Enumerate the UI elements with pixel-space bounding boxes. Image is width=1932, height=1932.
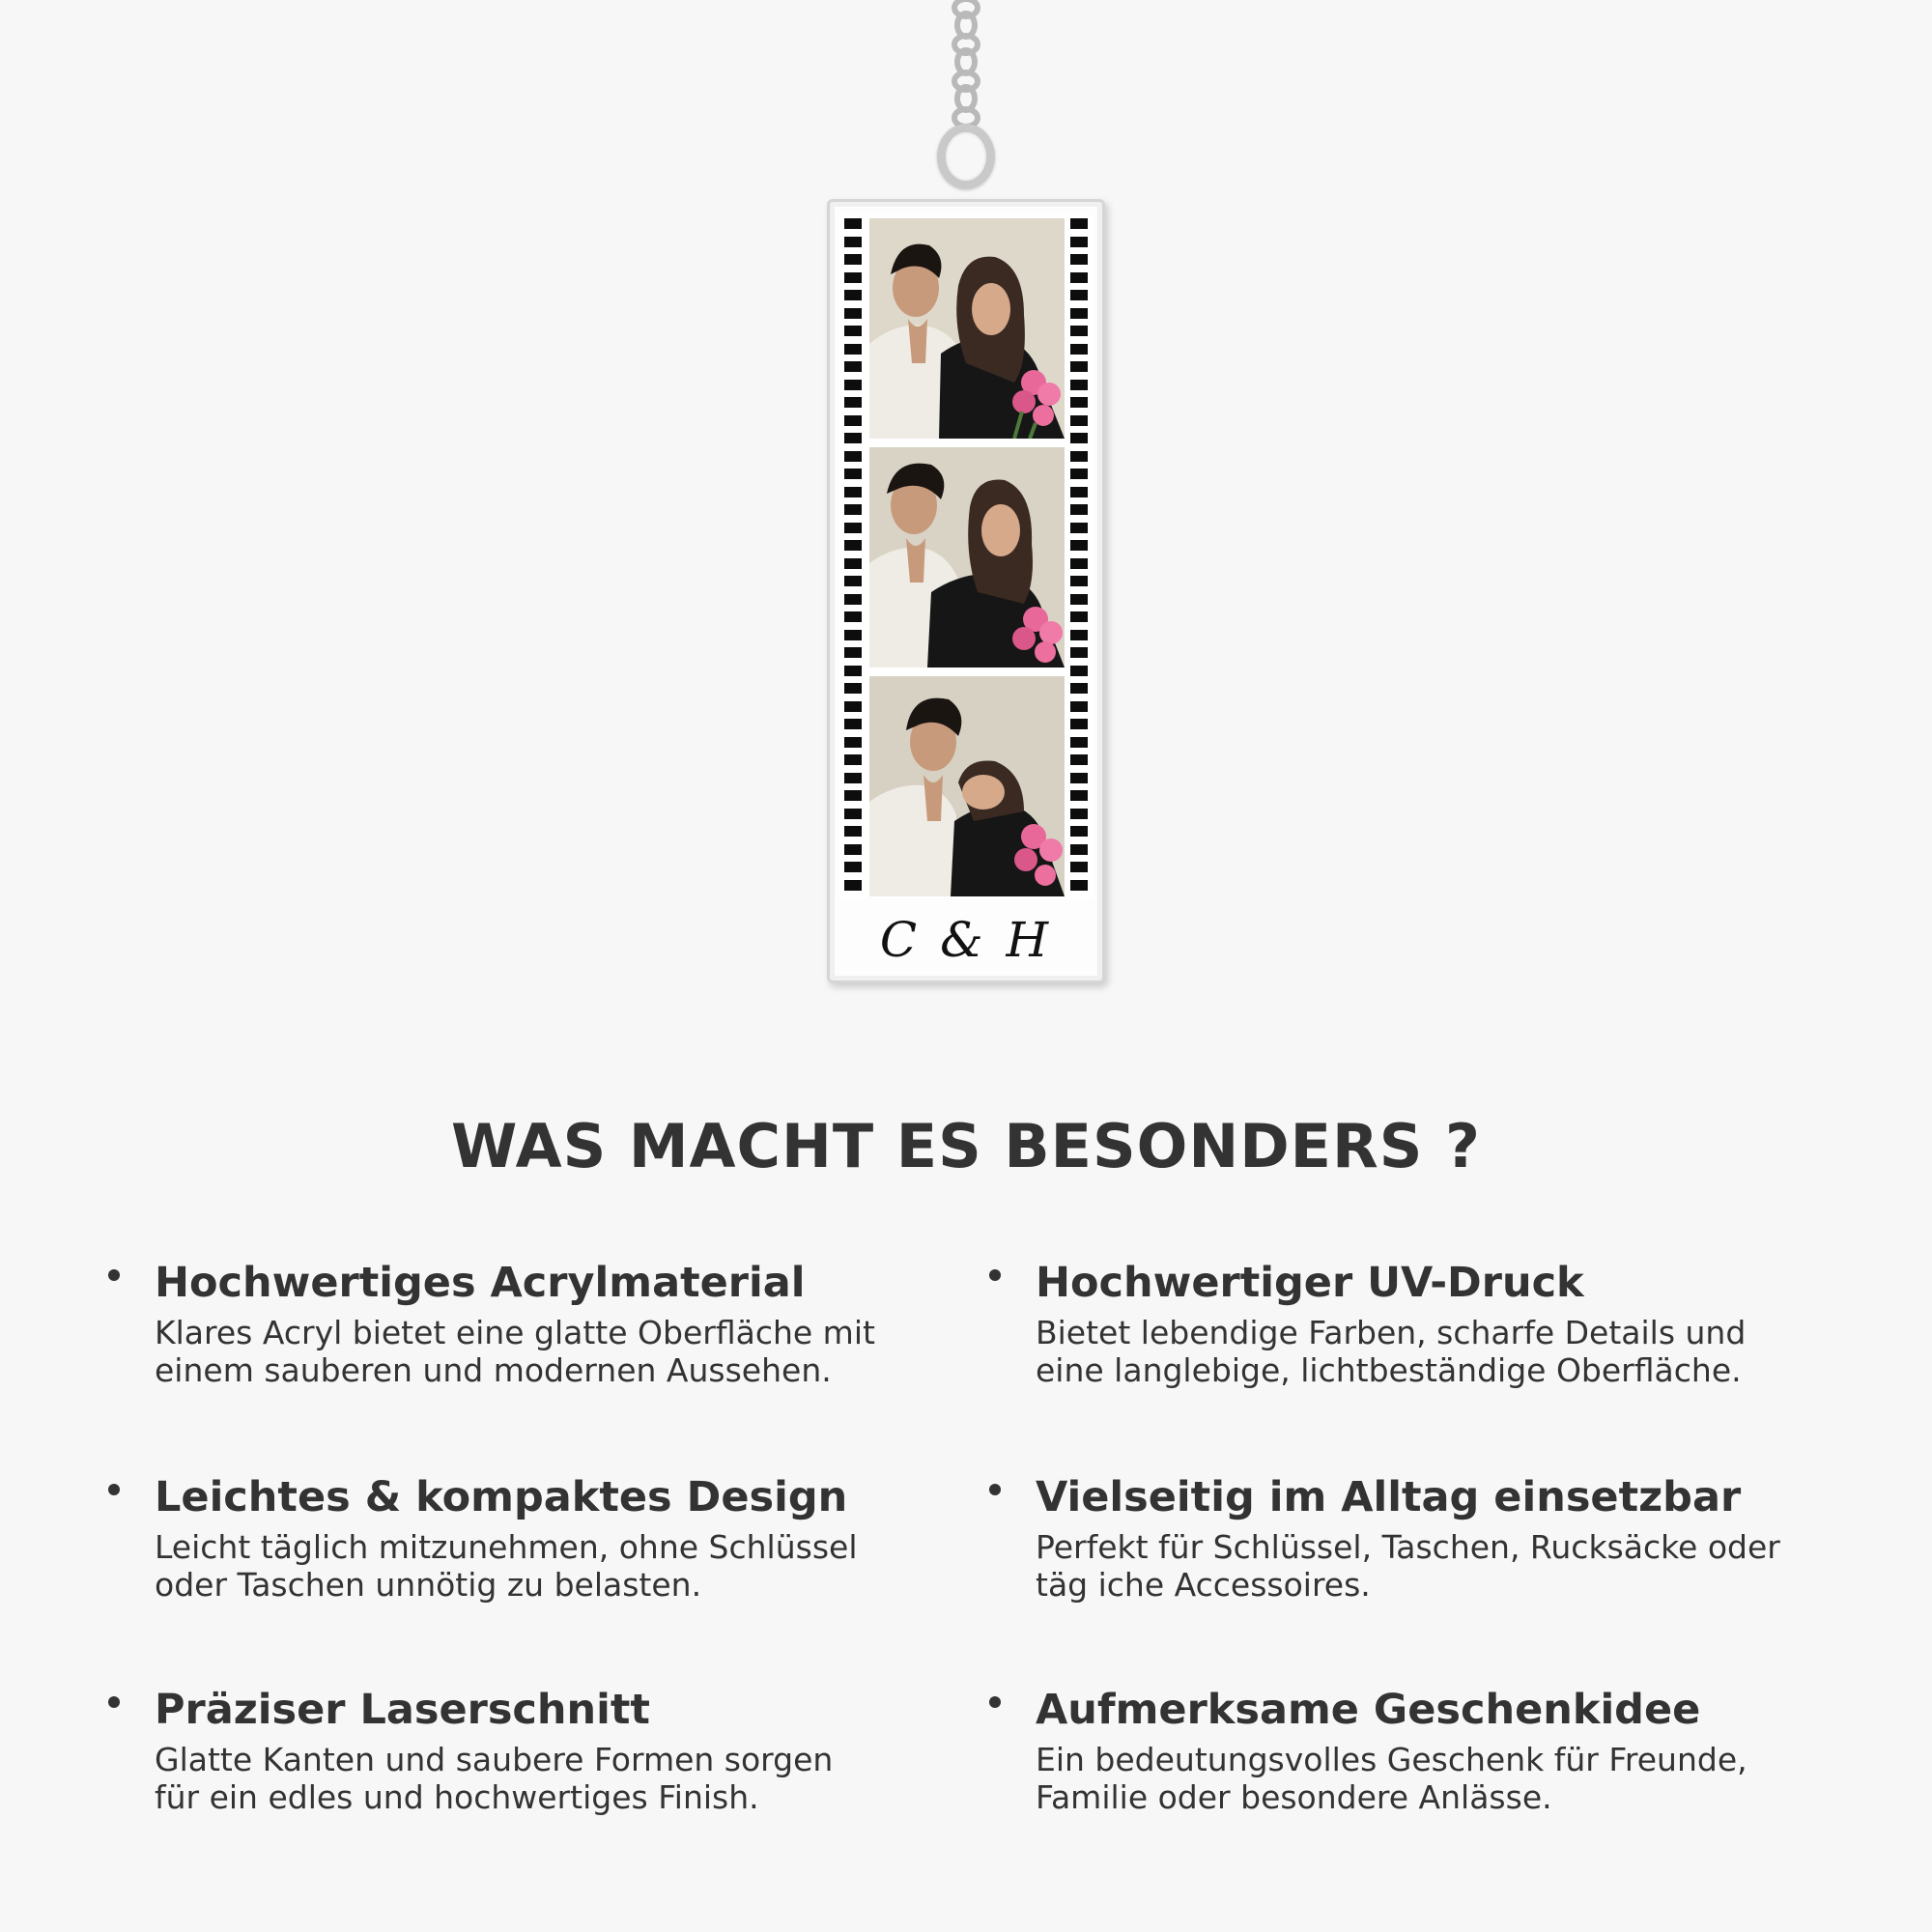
film-hole: [844, 809, 862, 819]
feature-description: [1036, 1528, 1857, 1604]
film-hole: [844, 523, 862, 533]
film-hole: [1070, 844, 1088, 855]
feature-description: [155, 1741, 976, 1816]
film-hole: [844, 611, 862, 622]
feature-description-line: eine langlebige, lichtbeständige Oberfläche.: [1036, 1351, 1742, 1389]
film-hole: [1070, 880, 1088, 891]
film-hole: [844, 237, 862, 247]
film-hole: [1070, 611, 1088, 622]
film-hole: [1070, 737, 1088, 748]
film-hole: [1070, 504, 1088, 515]
film-hole: [844, 487, 862, 497]
film-hole: [844, 773, 862, 783]
film-hole: [1070, 326, 1088, 336]
bullet-icon: [108, 1269, 120, 1281]
film-hole: [1070, 254, 1088, 265]
film-hole: [844, 397, 862, 408]
film-hole: [844, 790, 862, 801]
film-hole: [1070, 647, 1088, 658]
film-hole: [1070, 237, 1088, 247]
couple-photo-3: [869, 676, 1065, 896]
film-hole: [1070, 397, 1088, 408]
film-hole: [844, 666, 862, 676]
film-hole: [844, 701, 862, 712]
feature-title: Leichtes & kompaktes Design: [155, 1473, 848, 1521]
film-hole: [844, 361, 862, 372]
film-hole: [1070, 344, 1088, 355]
film-hole: [844, 737, 862, 748]
film-hole: [1070, 272, 1088, 283]
film-hole: [1070, 594, 1088, 605]
film-hole: [1070, 790, 1088, 801]
feature-description-line: Klares Acryl bietet eine glatte Oberfläche mit: [155, 1314, 875, 1351]
feature-description-line: Leicht täglich mitzunehmen, ohne Schlüssel: [155, 1528, 858, 1566]
film-hole: [844, 380, 862, 390]
key-ring-icon: [937, 124, 995, 189]
film-hole: [844, 308, 862, 319]
film-hole: [1070, 433, 1088, 443]
film-hole: [1070, 540, 1088, 551]
film-hole: [844, 272, 862, 283]
film-hole: [844, 326, 862, 336]
bullet-icon: [989, 1484, 1001, 1495]
feature-description: [1036, 1314, 1857, 1389]
film-hole: [844, 719, 862, 729]
film-hole: [1070, 630, 1088, 640]
film-hole: [1070, 773, 1088, 783]
film-hole: [844, 576, 862, 586]
film-hole: [844, 344, 862, 355]
film-strip: [838, 214, 1094, 898]
feature-item-laser-cut: [155, 1683, 976, 1816]
bullet-icon: [989, 1696, 1001, 1708]
film-hole: [1070, 523, 1088, 533]
film-hole: [844, 504, 862, 515]
film-hole: [844, 218, 862, 229]
section-heading: WAS MACHT ES BESONDERS ?: [451, 1111, 1481, 1181]
chain-icon: [943, 0, 989, 135]
film-hole: [1070, 469, 1088, 479]
feature-item-compact-design: [155, 1470, 976, 1604]
feature-item-uv-print: [1036, 1256, 1857, 1389]
film-perforation-right: [1068, 214, 1090, 898]
film-hole: [1070, 719, 1088, 729]
feature-description-line: Bietet lebendige Farben, scharfe Details und: [1036, 1314, 1747, 1351]
feature-title: Vielseitig im Alltag einsetzbar: [1036, 1473, 1742, 1521]
feature-description-line: Familie oder besondere Anlässe.: [1036, 1778, 1552, 1816]
feature-title: Aufmerksame Geschenkidee: [1036, 1686, 1701, 1734]
film-hole: [1070, 683, 1088, 694]
film-hole: [1070, 218, 1088, 229]
film-hole: [844, 862, 862, 872]
film-hole: [1070, 361, 1088, 372]
feature-title: Hochwertiges Acrylmaterial: [155, 1259, 806, 1307]
feature-description-line: täg iche Accessoires.: [1036, 1566, 1371, 1604]
film-hole: [844, 826, 862, 837]
film-hole: [844, 880, 862, 891]
feature-title: Hochwertiger UV-Druck: [1036, 1259, 1584, 1307]
film-hole: [1070, 576, 1088, 586]
film-hole: [844, 433, 862, 443]
film-hole: [1070, 290, 1088, 300]
feature-item-gift-idea: [1036, 1683, 1857, 1816]
film-hole: [844, 647, 862, 658]
film-hole: [1070, 862, 1088, 872]
photo-frame-3: [869, 676, 1065, 896]
film-hole: [844, 254, 862, 265]
film-hole: [844, 415, 862, 426]
film-hole: [1070, 558, 1088, 569]
couple-photo-2: [869, 447, 1065, 668]
film-hole: [1070, 826, 1088, 837]
feature-description: [155, 1314, 976, 1389]
film-hole: [844, 451, 862, 462]
film-hole: [844, 844, 862, 855]
film-hole: [1070, 666, 1088, 676]
film-hole: [844, 558, 862, 569]
feature-item-versatile: [1036, 1470, 1857, 1604]
monogram-caption: C & H: [879, 912, 1053, 968]
film-hole: [844, 469, 862, 479]
photo-frame-2: [869, 447, 1065, 668]
feature-description-line: oder Taschen unnötig zu belasten.: [155, 1566, 702, 1604]
film-hole: [844, 594, 862, 605]
bullet-icon: [989, 1269, 1001, 1281]
film-perforation-left: [842, 214, 864, 898]
feature-description: [1036, 1741, 1857, 1816]
film-hole: [1070, 754, 1088, 765]
film-hole: [1070, 308, 1088, 319]
film-hole: [844, 290, 862, 300]
couple-photo-1: [869, 218, 1065, 439]
film-hole: [1070, 701, 1088, 712]
film-hole: [1070, 487, 1088, 497]
film-hole: [844, 540, 862, 551]
film-hole: [1070, 451, 1088, 462]
film-hole: [1070, 809, 1088, 819]
feature-description-line: für ein edles und hochwertiges Finish.: [155, 1778, 759, 1816]
film-hole: [1070, 415, 1088, 426]
feature-description: [155, 1528, 976, 1604]
film-hole: [844, 754, 862, 765]
film-hole: [844, 630, 862, 640]
bullet-icon: [108, 1696, 120, 1708]
feature-item-acrylic: [155, 1256, 976, 1389]
feature-description-line: Perfekt für Schlüssel, Taschen, Rucksäcke oder: [1036, 1528, 1780, 1566]
feature-description-line: Glatte Kanten und saubere Formen sorgen: [155, 1741, 834, 1778]
bullet-icon: [108, 1484, 120, 1495]
film-hole: [844, 683, 862, 694]
feature-description-line: Ein bedeutungsvolles Geschenk für Freunde,: [1036, 1741, 1747, 1778]
feature-description-line: einem sauberen und modernen Aussehen.: [155, 1351, 832, 1389]
film-hole: [1070, 380, 1088, 390]
feature-title: Präziser Laserschnitt: [155, 1686, 650, 1734]
photo-frame-1: [869, 218, 1065, 439]
